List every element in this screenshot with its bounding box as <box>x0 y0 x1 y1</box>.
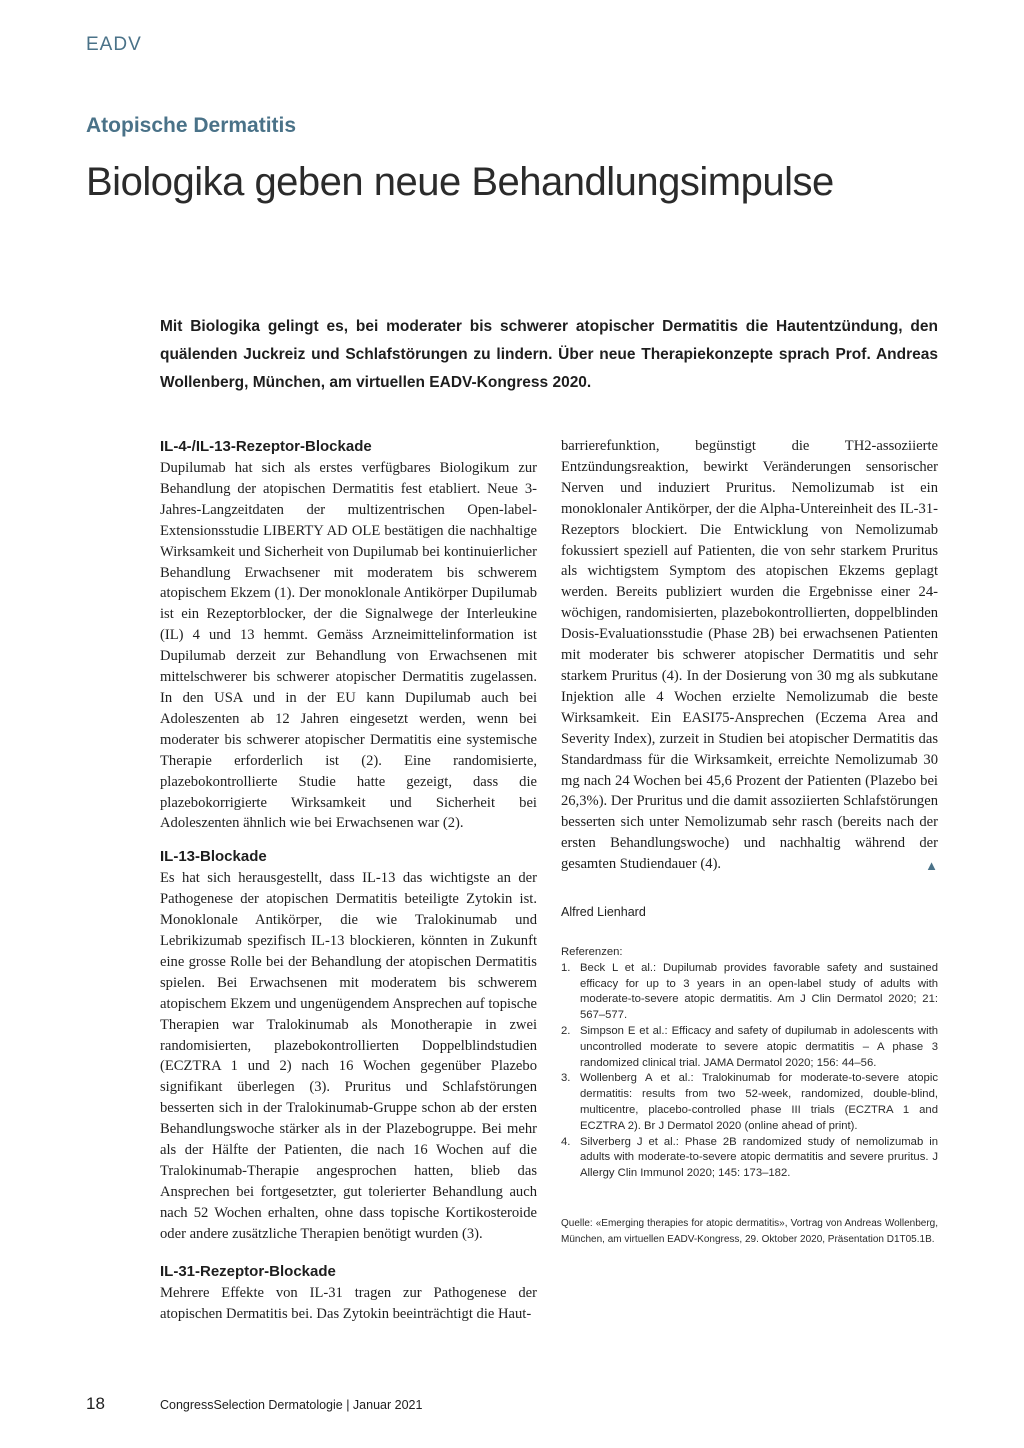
reference-item <box>561 1024 938 1071</box>
reference-number: 3. <box>561 1072 571 1085</box>
reference-item <box>561 1135 938 1182</box>
subhead-il4-il13: IL-4-/IL-13-Rezeptor-Blockade <box>160 438 372 455</box>
subhead-il13: IL-13-Blockade <box>160 848 267 866</box>
section-label: EADV <box>86 34 142 55</box>
references <box>561 945 938 1182</box>
publication-title: CongressSelection Dermatologie | Januar 2021 <box>160 1398 423 1412</box>
page-number: 18 <box>86 1394 105 1413</box>
body-il31-continued: barrierefunktion, begünstigt die TH2-assoziierte Entzündungsreaktion, bewirkt Veränderungen sensorischer Nerven und induziert Pruritus. Nemolizumab ist ein monoklonaler Antikörper, der die Alpha-Untereinheit des IL-31-Rezeptors blockiert. Die Entwicklung von Nemolizumab fokussiert speziell auf Patienten, die von sehr starkem Pruritus als wichtigstem Symptom des atopischen Ekzems geplagt werden. Bereits publiziert wurden die Ergebnisse einer 24-wöchigen, randomisierten, plazebokontrollierten, doppelblinden Dosis-Evaluationsstudie (Phase 2B) bei erwachsenen Patienten mit moderater bis schwerer atopischer Dermatitis und sehr starkem Pruritus (4). In der Dosierung von 30 mg als subkutane Injektion alle 4 Wochen erzielte Nemolizumab die beste Wirksamkeit. Ein EASI75-Ansprechen (Eczema Area and Severity Index), zurzeit in Studien bei atopischer Dermatitis das Standardmass für die Wirksamkeit, erreichte Nemolizumab 30 mg nach 24 Wochen bei 45,6 Prozent der Patienten (Plazebo bei 26,3%). Der Pruritus und die damit assoziierten Schlafstörungen besserten sich unter Nemolizumab sehr rasch (bereits nach der ersten Behandlungswoche) und nachhaltig während der gesamten Studiendauer (4). ▲ <box>561 436 938 875</box>
references-list <box>561 961 938 1182</box>
reference-number: 4. <box>561 1135 571 1148</box>
reference-text: Beck L et al.: Dupilumab provides favorable safety and sustained efficacy for up to 3 years in an open-label study of adults with moderate-to-severe atopic dermatitis. Am J Clin Dermatol 2020; 21: 567–577. <box>580 961 938 1022</box>
reference-number: 2. <box>561 1025 571 1038</box>
reference-text: Wollenberg A et al.: Tralokinumab for moderate-to-severe atopic dermatitis: results from two 52-week, randomized, double-blind, multicentre, placebo-controlled phase III trials (ECZTRA 1 and ECZTRA 2). Br J Dermatol 2020 (online ahead of print). <box>580 1072 938 1132</box>
reference-number: 1. <box>561 961 571 974</box>
reference-item <box>561 961 938 1024</box>
source-note: Quelle: «Emerging therapies for atopic dermatitis», Vortrag von Andreas Wollenberg, München, am virtuellen EADV-Kongress, 29. Oktober 2020, Präsentation D1T05.1B. <box>561 1217 938 1245</box>
references-title: Referenzen: <box>561 946 623 959</box>
body-il4-il13: Dupilumab hat sich als erstes verfügbares Biologikum zur Behandlung der atopischen Dermatitis fest etabliert. Neue 3-Jahres-Langzeitdaten der multizentrischen Open-label-Extensionsstudie LIBERTY AD OLE bestätigen die nachhaltige Wirksamkeit und Sicherheit von Dupilumab bei kontinuierlicher Behandlung Erwachsener mit moderatem bis schwerem atopischem Ekzem (1). Der monoklonale Antikörper Dupilumab ist ein Rezeptorblocker, der die Signalwege der Interleukine (IL) 4 und 13 hemmt. Gemäss Arzneimittelinformation ist Dupilumab derzeit zur Behandlung von Erwachsenen mit mittelschwerer bis schwerer atopischer Dermatitis zugelassen. In den USA und in der EU kann Dupilumab auch bei Adoleszenten ab 12 Jahren eingesetzt werden, wenn bei moderater bis schwerer atopischer Dermatitis eine systemische Therapie erforderlich ist (2). Eine randomisierte, plazebokontrollierte Studie hatte gezeigt, dass die plazebokorrigierte Wirksamkeit und Sicherheit bei Adoleszenten ähnlich wie bei Erwachsenen war (2). <box>160 460 537 832</box>
reference-text: Simpson E et al.: Efficacy and safety of dupilumab in adolescents with uncontrolled moderate to severe atopic dermatitis – A phase 3 randomized clinical trial. JAMA Dermatol 2020; 156: 44–56. <box>580 1025 938 1069</box>
author-name: Alfred Lienhard <box>561 905 646 920</box>
body-il31: Mehrere Effekte von IL-31 tragen zur Pathogenese der atopischen Dermatitis bei. Das Zytokin beeinträchtigt die Haut- <box>160 1284 537 1322</box>
reference-text: Silverberg J et al.: Phase 2B randomized study of nemolizumab in adults with moderate-to-severe atopic dermatitis and severe pruritus. J Allergy Clin Immunol 2020; 145: 173–182. <box>580 1135 938 1180</box>
right-column <box>561 436 938 1248</box>
article-end-triangle-icon: ▲ <box>925 858 938 874</box>
article-kicker: Atopische Dermatitis <box>86 114 297 137</box>
reference-item <box>561 1071 938 1134</box>
subhead-il31: IL-31-Rezeptor-Blockade <box>160 1262 336 1280</box>
left-column <box>160 436 537 1324</box>
article-headline: Biologika geben neue Behandlungsimpulse <box>86 160 834 204</box>
article-lead: Mit Biologika gelingt es, bei moderater bis schwerer atopischer Dermatitis die Hautentzündung, den quälenden Juckreiz und Schlafstörungen zu lindern. Über neue Therapiekonzepte sprach Prof. Andreas Wollenberg, München, am virtuellen EADV-Kongress 2020. <box>160 318 938 391</box>
body-il13: Es hat sich herausgestellt, dass IL-13 das wichtigste an der Pathogenese der atopischen Dermatitis beteiligte Zytokin ist. Monoklonale Antikörper, die wie Tralokinumab und Lebrikizumab spezifisch IL-13 blockieren, könnten in Zukunft eine grosse Rolle bei der Behandlung der atopischen Dermatitis spielen. Bei Erwachsenen mit moderatem bis schwerem atopischem Ekzem und ungenügendem Ansprechen auf topische Therapien war Tralokinumab als Monotherapie in zwei randomisierten, plazebokontrollierten Doppelblindstudien (ECZTRA 1 und 2) nach 16 Wochen gegenüber Plazebo signifikant überlegen (3). Pruritus und Schlafstörungen besserten sich in der Tralokinumab-Gruppe schon ab der ersten Behandlungswoche stärker als in der Plazebogruppe. Bei mehr als der Hälfte der Patienten, die nach 16 Wochen auf die Tralokinumab-Therapie angesprochen hatten, blieb das Ansprechen bei fortgesetzter, gut tolerierter Behandlung auch nach 52 Wochen erhalten, ohne dass topische Kortikosteroide oder andere zusätzliche Therapien benötigt wurden (3). <box>160 870 537 1242</box>
